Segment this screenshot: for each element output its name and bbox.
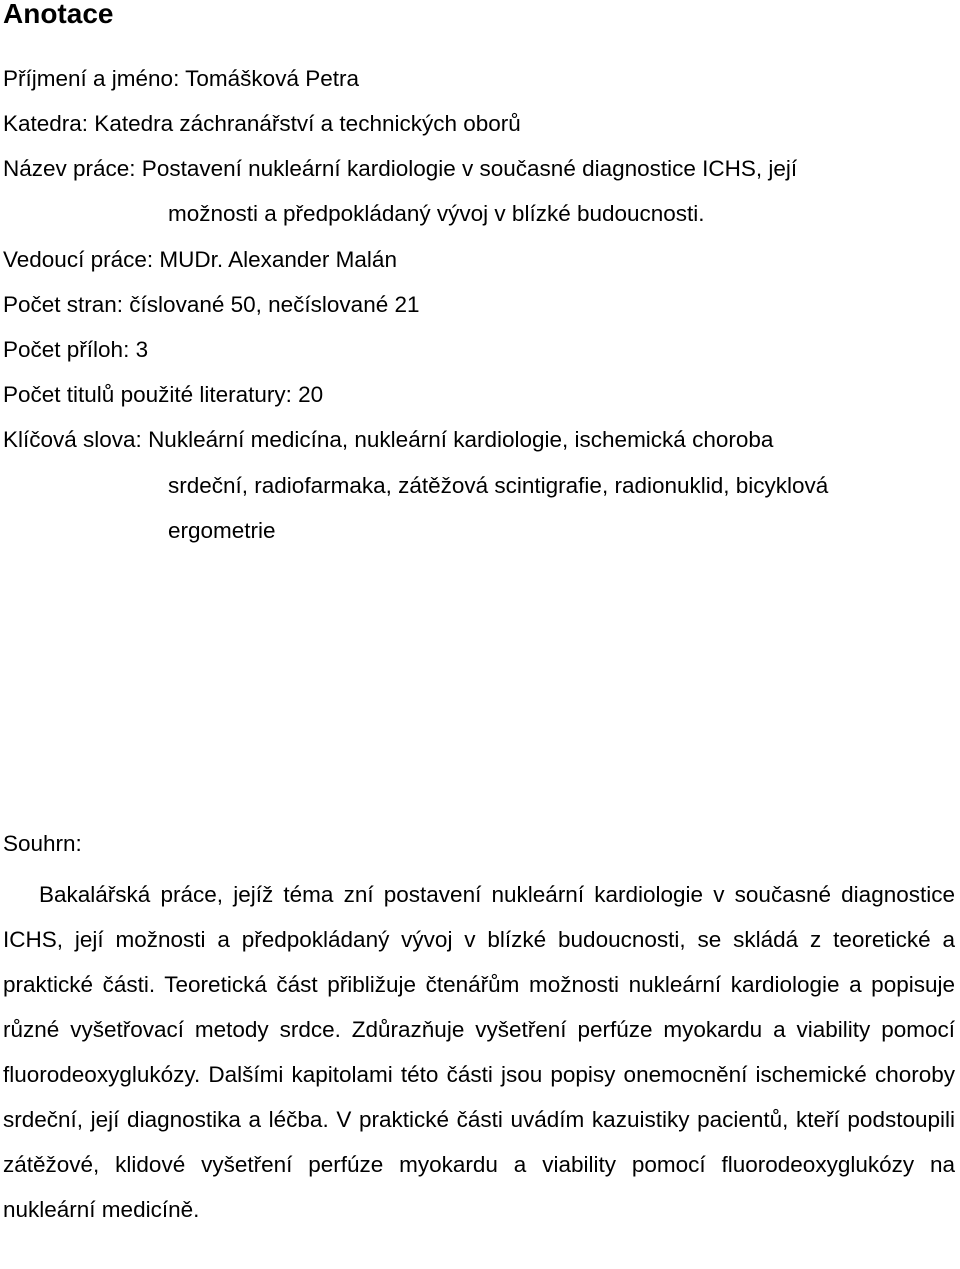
department-line: Katedra: Katedra záchranářství a technických oborů: [3, 111, 521, 136]
author-line: Příjmení a jméno: Tomášková Petra: [3, 66, 359, 91]
keywords-continuation-2: ergometrie: [168, 518, 276, 543]
thesis-title-line: Název práce: Postavení nukleární kardiologie v současné diagnostice ICHS, její: [3, 156, 798, 181]
keywords-line: Klíčová slova: Nukleární medicína, nukleární kardiologie, ischemická choroba: [3, 427, 774, 452]
keywords-continuation-1: srdeční, radiofarmaka, zátěžová scintigrafie, radionuklid, bicyklová: [168, 473, 829, 498]
supervisor-line: Vedoucí práce: MUDr. Alexander Malán: [3, 247, 397, 272]
references-line: Počet titulů použité literatury: 20: [3, 382, 324, 407]
summary-label: Souhrn:: [3, 831, 82, 856]
page-count-line: Počet stran: číslované 50, nečíslované 21: [3, 292, 420, 317]
summary-text: Bakalářská práce, jejíž téma zní postavení nukleární kardiologie v současné diagnostice ICHS, její možnosti a předpokládaný vývoj v blízké budoucnosti, se skládá z teoretické a praktické části. Teoretická část přibližuje čtenářům možnosti nukleární kardiologie a popisuje různé vyšetřovací metody srdce. Zdůrazňuje vyšetření perfúze myokardu a viability pomocí fluorodeoxyglukózy. Dalšími kapitolami této části jsou popisy onemocnění ischemické choroby srdeční, její diagnostika a léčba. V praktické části uvádím kazuistiky pacientů, kteří podstoupili zátěžové, klidové vyšetření perfúze myokardu a viability pomocí fluorodeoxyglukózy na nukleární medicíně.: [3, 882, 955, 1222]
thesis-title-continuation: možnosti a předpokládaný vývoj v blízké budoucnosti.: [168, 201, 705, 226]
page-title: Anotace: [3, 0, 114, 29]
attachments-line: Počet příloh: 3: [3, 337, 149, 362]
